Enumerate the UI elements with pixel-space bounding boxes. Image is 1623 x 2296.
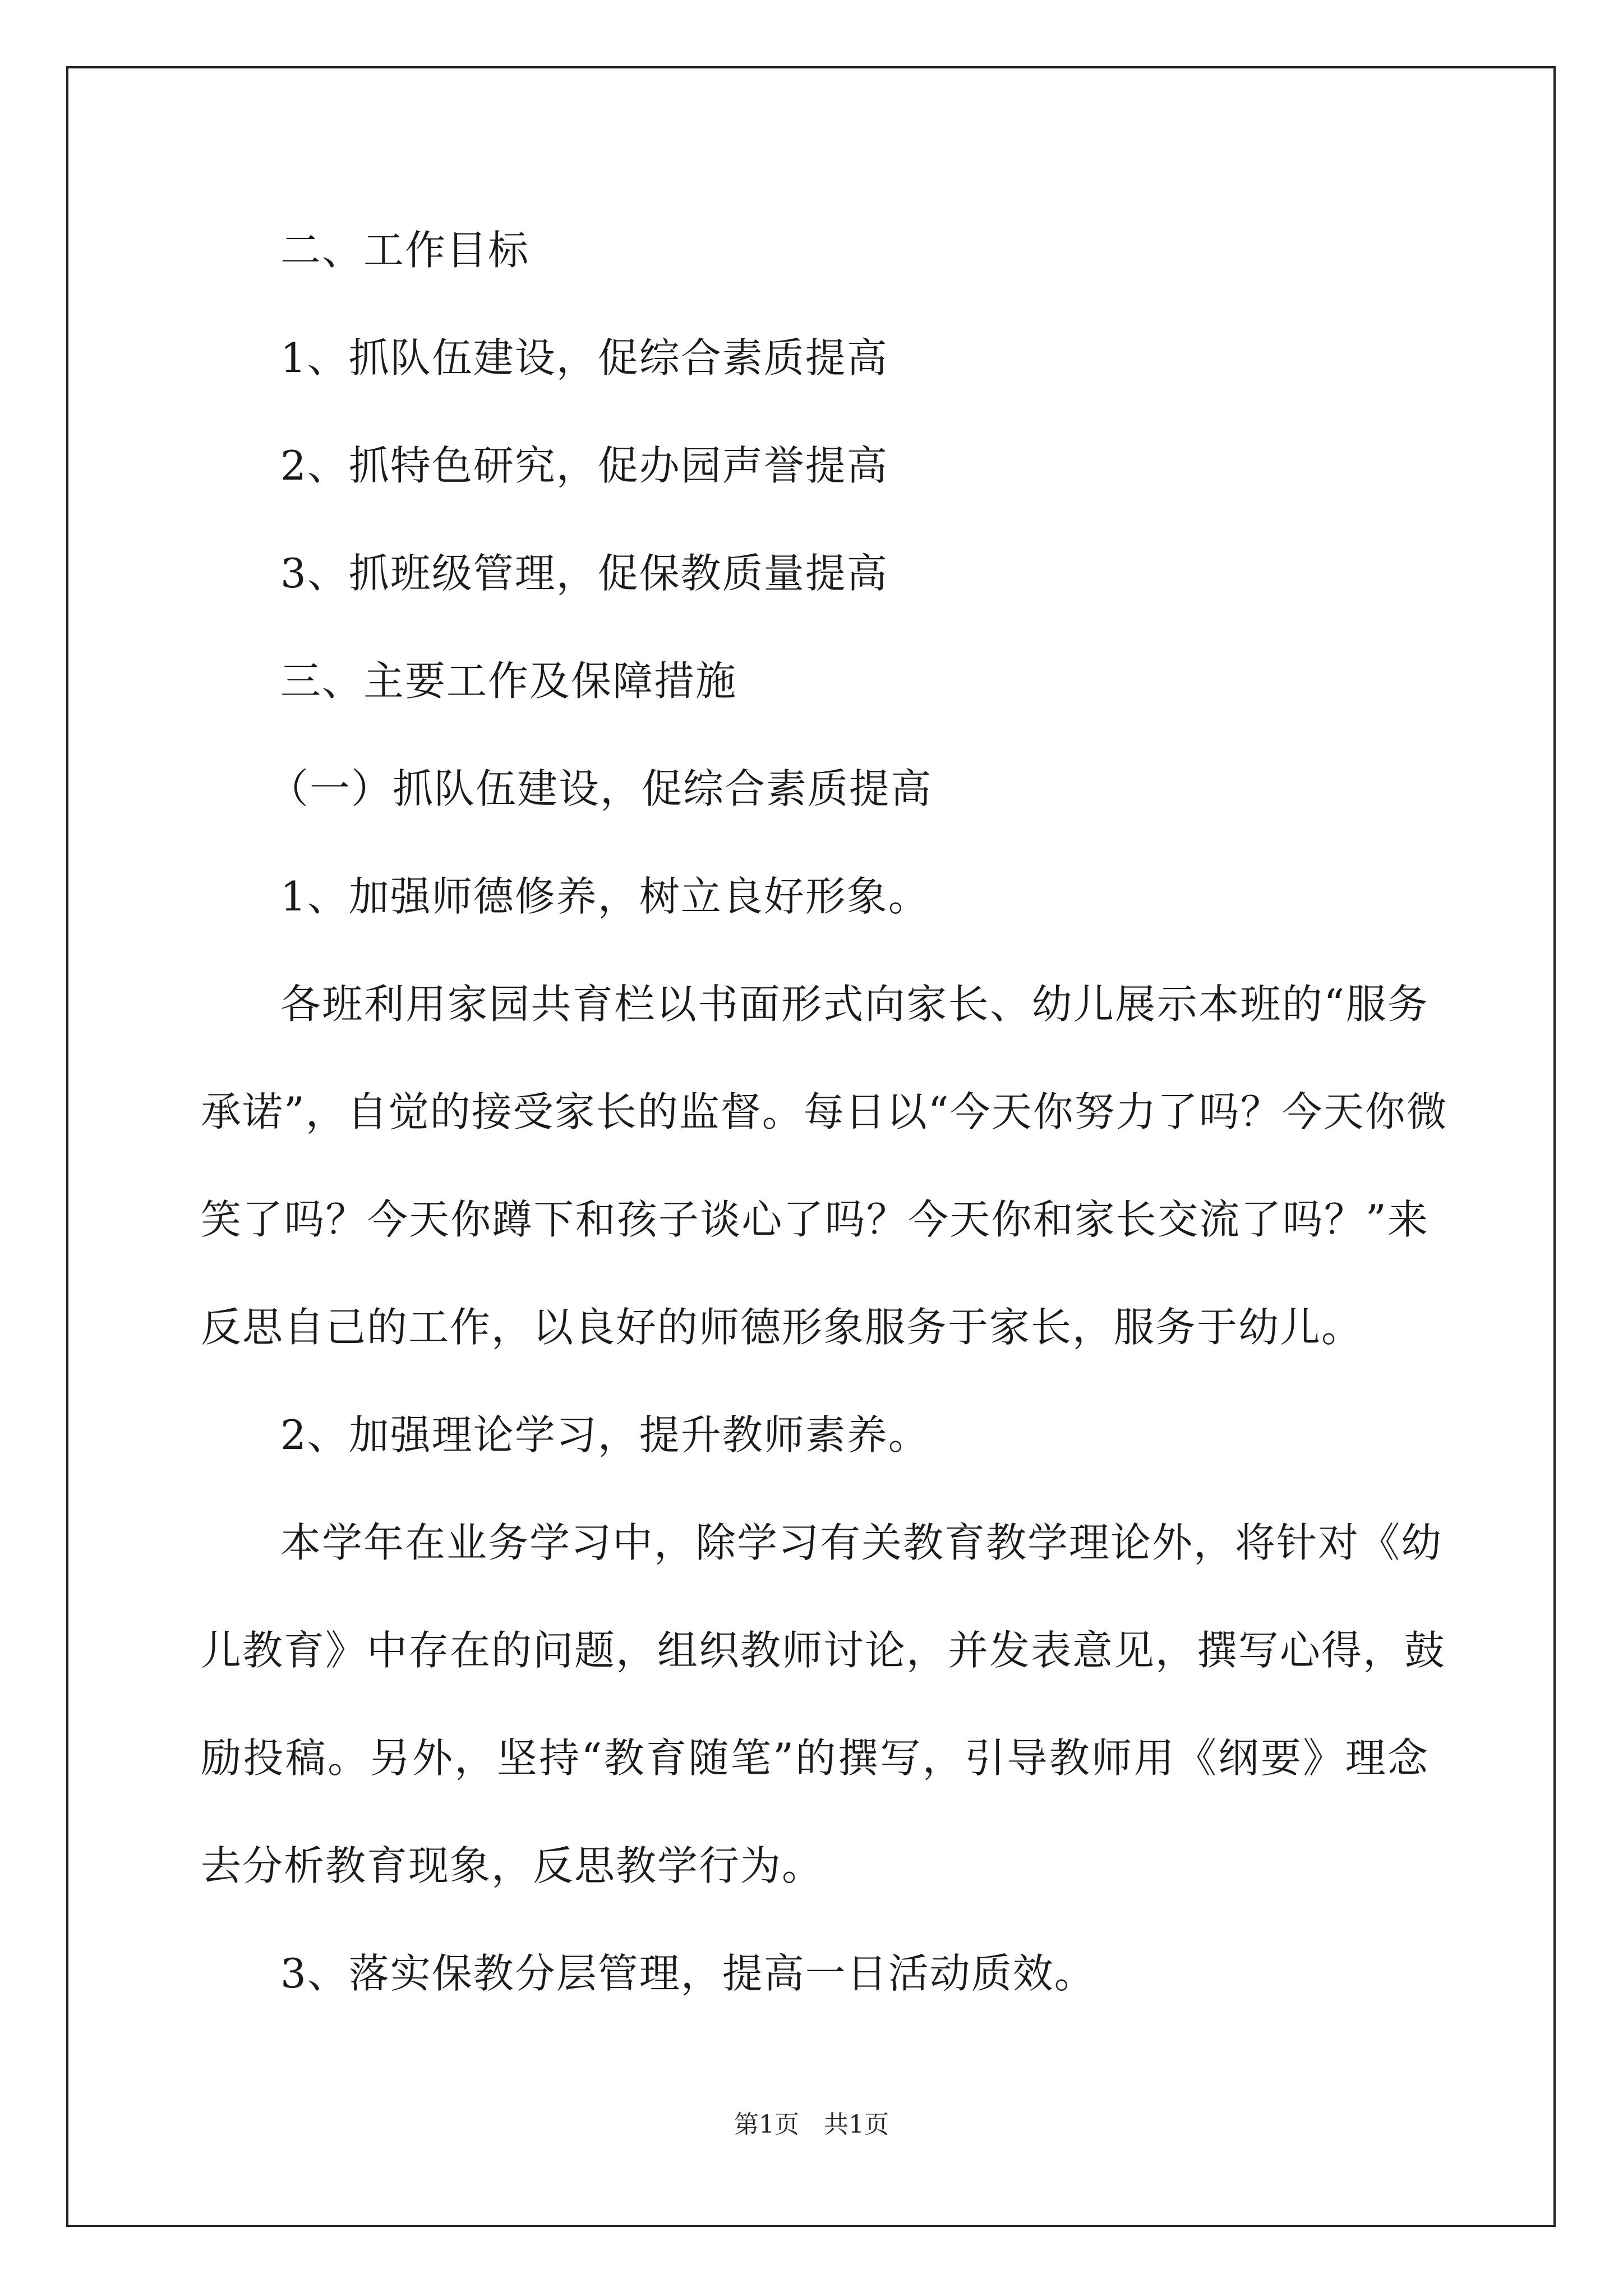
paragraph-line: 儿教育》中存在的问题，组织教师讨论，并发表意见，撰写心得，鼓: [201, 1627, 1446, 1674]
page-border: [66, 66, 1556, 2227]
paragraph-line: 反思自己的工作，以良好的师德形象服务于家长，服务于幼儿。: [201, 1304, 1363, 1351]
subsection-heading-1: （一）抓队伍建设，促综合素质提高: [268, 765, 933, 812]
goal-item-1: 1、抓队伍建设，促综合素质提高: [280, 334, 888, 381]
section-heading-measures: 三、主要工作及保障措施: [280, 657, 737, 705]
paragraph-line: 本学年在业务学习中，除学习有关教育教学理论外，将针对《幼: [280, 1519, 1443, 1566]
goal-item-3: 3、抓班级管理，促保教质量提高: [280, 550, 888, 597]
paragraph-line: 笑了吗？今天你蹲下和孩子谈心了吗？今天你和家长交流了吗？”来: [201, 1196, 1429, 1243]
paragraph-line: 各班利用家园共育栏以书面形式向家长、幼儿展示本班的“服务: [280, 981, 1429, 1028]
paragraph-line: 承诺”，自觉的接受家长的监督。每日以“今天你努力了吗？今天你微: [201, 1088, 1448, 1135]
section-heading-goals: 二、工作目标: [280, 227, 530, 274]
page-number-footer: 第1页 共1页: [734, 2110, 889, 2139]
item-heading-theory: 2、加强理论学习，提升教师素养。: [280, 1411, 930, 1458]
paragraph-line: 去分析教育现象，反思教学行为。: [201, 1842, 824, 1889]
goal-item-2: 2、抓特色研究，促办园声誉提高: [280, 442, 888, 489]
item-heading-management: 3、落实保教分层管理，提高一日活动质效。: [280, 1950, 1096, 1997]
paragraph-line: 励投稿。另外，坚持“教育随笔”的撰写，引导教师用《纲要》理念: [201, 1734, 1429, 1782]
item-heading-ethics: 1、加强师德修养，树立良好形象。: [280, 873, 930, 920]
